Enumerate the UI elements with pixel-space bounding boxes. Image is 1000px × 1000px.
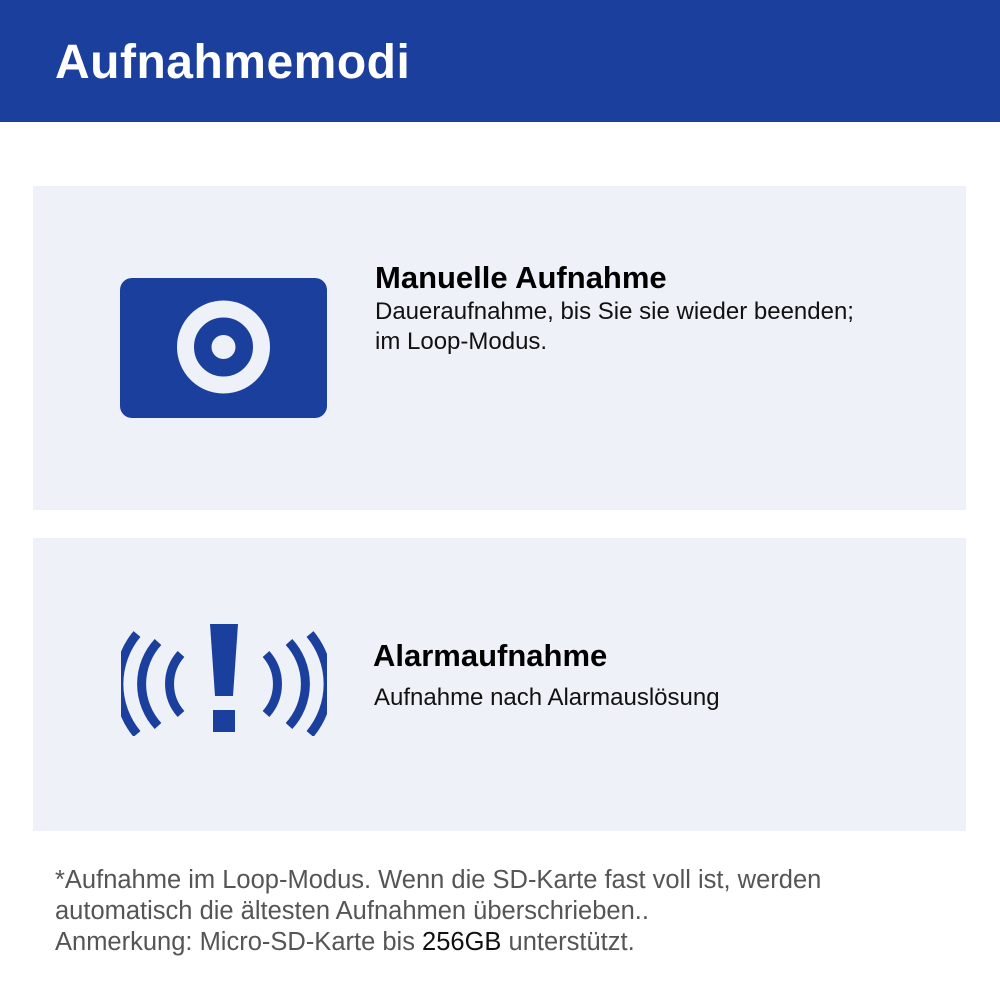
mode-card-alarm xyxy=(33,538,966,831)
mode-description-manual xyxy=(375,297,854,357)
mode-description-line: im Loop-Modus. xyxy=(375,328,548,355)
footnote-line-3 xyxy=(55,927,985,958)
mode-title-manual: Manuelle Aufnahme xyxy=(375,260,667,295)
mode-description-line: Daueraufnahme, bis Sie sie wieder beenden; xyxy=(375,298,854,325)
header-bar xyxy=(0,0,1000,122)
footnote-line-2: automatisch die ältesten Aufnahmen überschrieben.. xyxy=(55,897,649,925)
footnote-note-suffix: unterstützt. xyxy=(501,928,635,956)
footnote xyxy=(55,865,985,958)
alarm-signal-icon xyxy=(121,622,327,736)
footnote-note-prefix: Anmerkung: Micro-SD-Karte bis xyxy=(55,928,423,956)
mode-card-manual xyxy=(33,186,966,510)
record-button-icon xyxy=(120,278,327,418)
sd-capacity: 256GB xyxy=(422,928,502,956)
mode-title-alarm: Alarmaufnahme xyxy=(373,638,608,673)
mode-description-alarm: Aufnahme nach Alarmauslösung xyxy=(374,684,720,711)
footnote-line-1: *Aufnahme im Loop-Modus. Wenn die SD-Karte fast voll ist, werden xyxy=(55,866,822,894)
page-title: Aufnahmemodi xyxy=(55,36,411,89)
